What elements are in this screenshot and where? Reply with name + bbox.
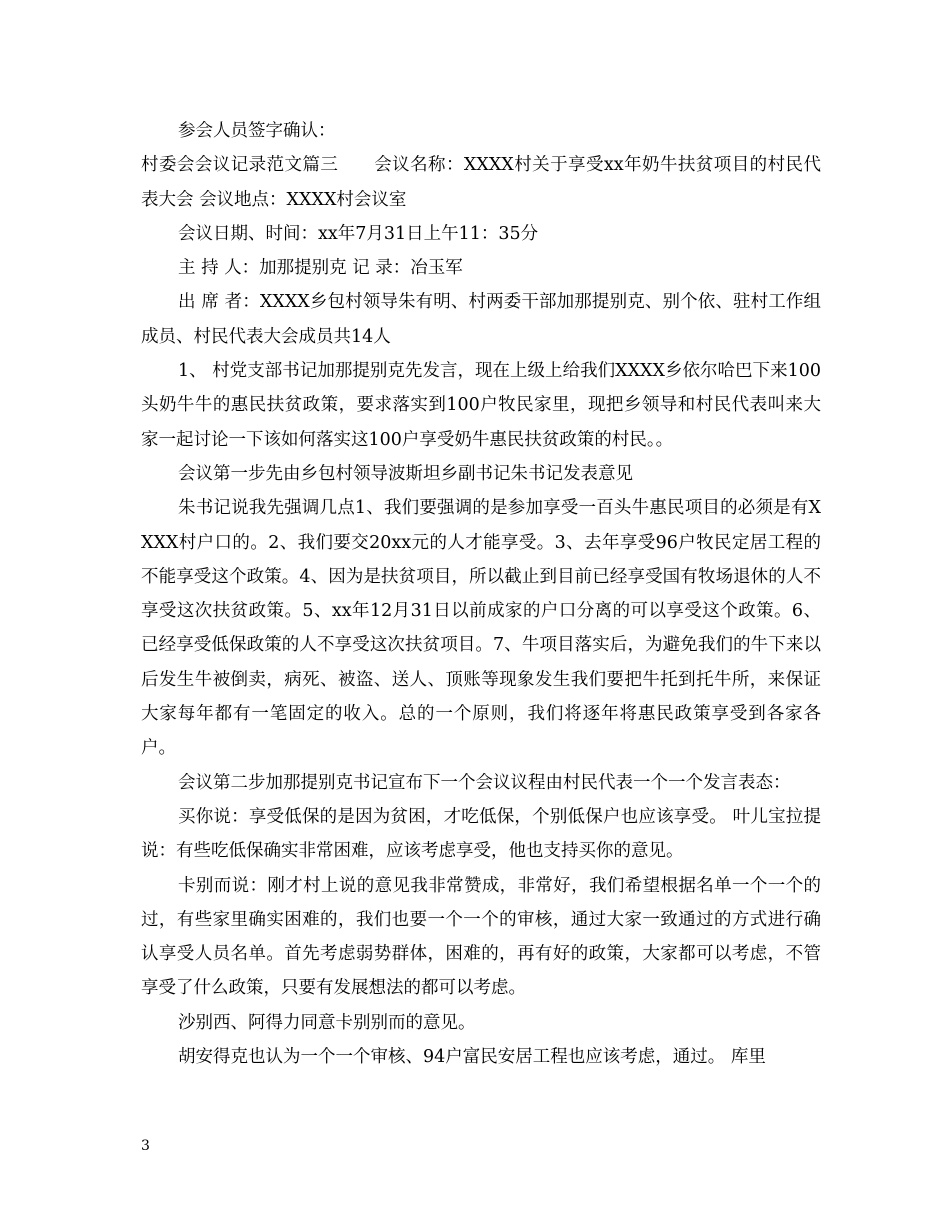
paragraph-huande-opinion: 胡安得克也认为一个一个审核、94户富民安居工程也应该考虑，通过。 库里 xyxy=(178,1047,766,1068)
paragraph-signature-confirmation: 参会人员签字确认： xyxy=(178,121,336,141)
paragraph-meeting-name: 村委会会议记录范文篇三 会议名称：XXXX村关于享受xx年奶牛扶贫项目的村民代表大会 会议地点：XXXX村会议室 xyxy=(141,155,821,210)
page-number: 3 xyxy=(141,1138,150,1154)
paragraph-kabieer-opinion: 卡别而说：刚才村上说的意见我非常赞成，非常好，我们希望根据名单一个一个的过，有些家里确实困难的，我们也要一个一个的审核，通过大家一致通过的方式进行确认享受人员名单。首先考虑弱势群体，困难的，再有好的政策，大家都可以考虑，不管享受了什么政策，只要有发展想法的都可以考虑。 xyxy=(141,875,821,999)
paragraph-secretary-speech: 1、 村党支部书记加那提别克先发言，现在上级上给我们XXXX乡依尔哈巴下来100头奶牛牛的惠民扶贫政策，要求落实到100户牧民家里，现把乡领导和村民代表叫来大家一起讨论一下该如何落实这100户享受奶牛惠民扶贫政策的村民。。 xyxy=(141,361,821,450)
paragraph-zhu-remarks: 朱书记说我先强调几点1、我们要强调的是参加享受一百头牛惠民项目的必须是有XXXX村户口的。2、我们要交20xx元的人才能享受。3、去年享受96户牧民定居工程的不能享受这个政策。4、因为是扶贫项目，所以截止到目前已经享受国有牧场退休的人不享受这次扶贫政策。5、xx年12月31日以前成家的户口分离的可以享受这个政策。6、已经享受低保政策的人不享受这次扶贫项目。7、牛项目落实后，为避免我们的牛下来以后发生牛被倒卖，病死、被盗、送人、顶账等现象发生我们要把牛托到托牛所，来保证大家每年都有一笔固定的收入。总的一个原则，我们将逐年将惠民政策享受到各家各户。 xyxy=(141,498,821,759)
paragraph-agreement: 沙别西、阿得力同意卡别别而的意见。 xyxy=(178,1012,476,1033)
document-body xyxy=(141,114,821,1074)
paragraph-representative-opinions: 买你说：享受低保的是因为贫困，才吃低保，个别低保户也应该享受。 叶儿宝拉提说：有些吃低保确实非常困难，应该考虑享受，他也支持买你的意见。 xyxy=(141,806,821,862)
paragraph-host-recorder: 主 持 人：加那提别克 记 录：冶玉军 xyxy=(178,258,463,279)
paragraph-step-two: 会议第二步加那提别克书记宣布下一个会议议程由村民代表一个一个发言表态： xyxy=(178,772,791,793)
paragraph-step-one: 会议第一步先由乡包村领导波斯坦乡副书记朱书记发表意见 xyxy=(178,463,633,484)
paragraph-meeting-date: 会议日期、时间：xx年7月31日上午11：35分 xyxy=(178,223,539,244)
paragraph-attendees: 出 席 者：XXXX乡包村领导朱有明、村两委干部加那提别克、别个依、驻村工作组成员、村民代表大会成员共14人 xyxy=(141,292,821,347)
